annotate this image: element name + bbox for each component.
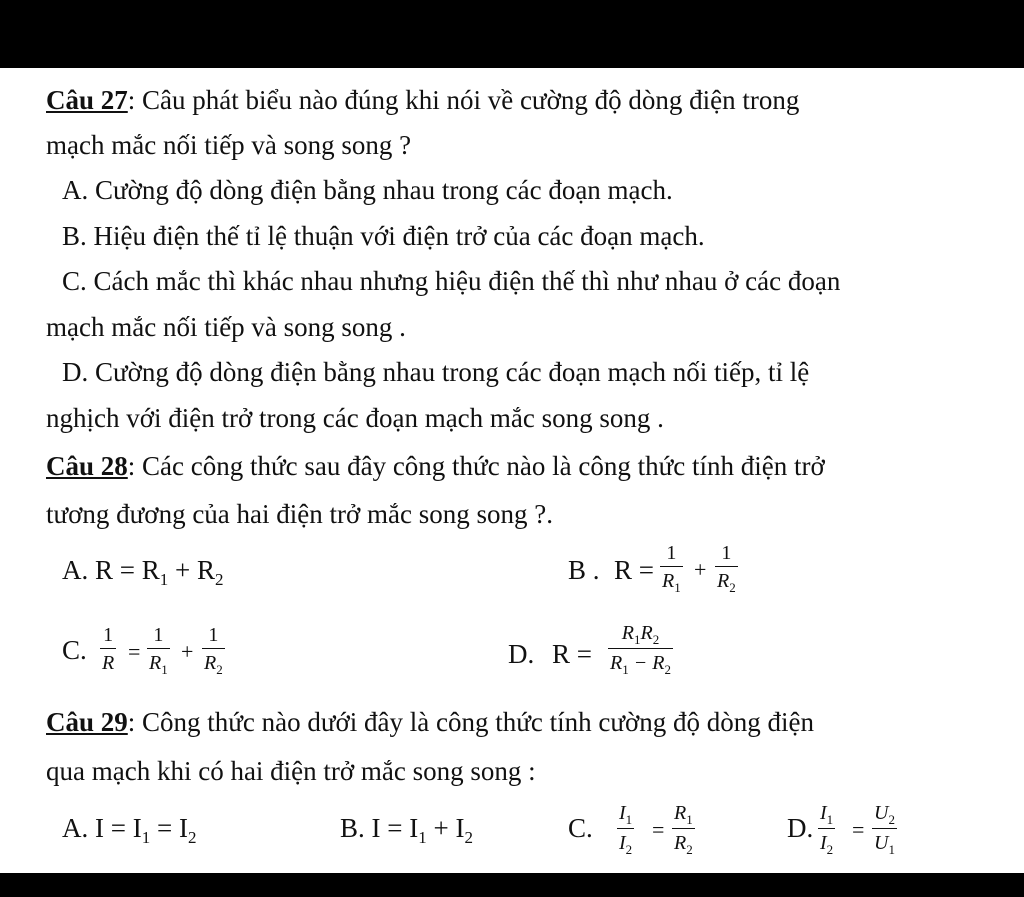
q29-text-2: qua mạch khi có hai điện trở mắc song song : — [46, 756, 536, 786]
q27-option-b: B. Hiệu điện thế tỉ lệ thuận với điện trở của các đoạn mạch. — [62, 221, 705, 251]
q28-formula-b-frac-2: $\frac{1}{R_2}$ — [717, 542, 736, 595]
q27-option-a: A. Cường độ dòng điện bằng nhau trong các đoạn mạch. — [62, 175, 673, 205]
q27-label: Câu 27 — [46, 85, 128, 115]
q28-formula-a: $R = R_1 + R_2$ — [95, 555, 224, 589]
q29-formula-b: $I = I_1 + I_2$ — [371, 813, 473, 847]
q27-text-2: mạch mắc nối tiếp và song song ? — [46, 130, 412, 160]
q29-formula-c-frac-1: $\frac{I_1}{I_2}$ — [619, 802, 633, 857]
q29-formula-d-equals: = — [852, 817, 865, 842]
q28-formula-c-frac-1: $\frac{1}{R_1}$ — [149, 624, 168, 677]
q28-option-c-label: C. — [62, 635, 87, 665]
document-page — [0, 68, 1024, 873]
q29-option-a-label: A. — [62, 813, 89, 843]
q27-heading — [46, 84, 799, 116]
q29-option-b-label: B. — [340, 813, 365, 843]
q28-formula-c-frac-2: $\frac{1}{R_2}$ — [204, 624, 223, 677]
q29-label: Câu 29 — [46, 707, 128, 737]
q29-formula-a: $I = I_1 = I_2$ — [95, 813, 197, 847]
q27-text-1: : Câu phát biểu nào đúng khi nói về cường độ dòng điện trong — [127, 85, 800, 115]
q29-option-a — [62, 812, 196, 848]
q29-formula-d-frac-2: $\frac{U_2}{U_1}$ — [874, 802, 895, 857]
q28-formula-c-frac-lhs: $\frac{1}{R}$ — [102, 624, 115, 674]
q28-formula-b-plus: + — [694, 557, 707, 582]
q29-formula-d-frac-1: $\frac{I_1}{I_2}$ — [820, 802, 834, 857]
q28-formula-c-equals: = — [128, 639, 141, 664]
q29-formula-c-equals: = — [652, 817, 665, 842]
q28-text-1: : Các công thức sau đây công thức nào là công thức tính điện trở — [127, 451, 825, 481]
q29-formula-c-frac-2: $\frac{R_1}{R_2}$ — [674, 802, 693, 857]
q27-option-d-line-2: nghịch với điện trở trong các đoạn mạch mắc song song . — [46, 403, 664, 433]
q28-heading — [46, 450, 825, 482]
q28-formula-d-lhs: R = — [552, 639, 592, 669]
q28-formula-d-frac: $\frac{R_1R_2}{R_1 - R_2}$ — [610, 622, 671, 677]
q28-label: Câu 28 — [46, 451, 128, 481]
q29-heading — [46, 706, 814, 738]
q27-option-d-line-1: D. Cường độ dòng điện bằng nhau trong các đoạn mạch nối tiếp, tỉ lệ — [62, 357, 810, 387]
q28-option-a — [62, 554, 224, 590]
q27-option-c-line-1: C. Cách mắc thì khác nhau nhưng hiệu điện thế thì như nhau ở các đoạn — [62, 266, 841, 296]
q28-formula-b-lhs: R = — [614, 555, 654, 585]
q29-option-d-label: D. — [787, 813, 814, 843]
q28-formula-c-plus: + — [181, 639, 194, 664]
q27-option-c-line-2: mạch mắc nối tiếp và song song . — [46, 312, 406, 342]
q28-formula-b-frac-1: $\frac{1}{R_1}$ — [662, 542, 681, 595]
q29-option-b — [340, 812, 473, 848]
q28-option-a-label: A. — [62, 555, 89, 585]
q28-option-b-label: B . — [568, 555, 600, 585]
q28-text-2: tương đương của hai điện trở mắc song song ?. — [46, 499, 554, 529]
q29-text-1: : Công thức nào dưới đây là công thức tính cường độ dòng điện — [127, 707, 814, 737]
q28-option-d-label: D. — [508, 639, 535, 669]
q29-option-c-label: C. — [568, 813, 593, 843]
